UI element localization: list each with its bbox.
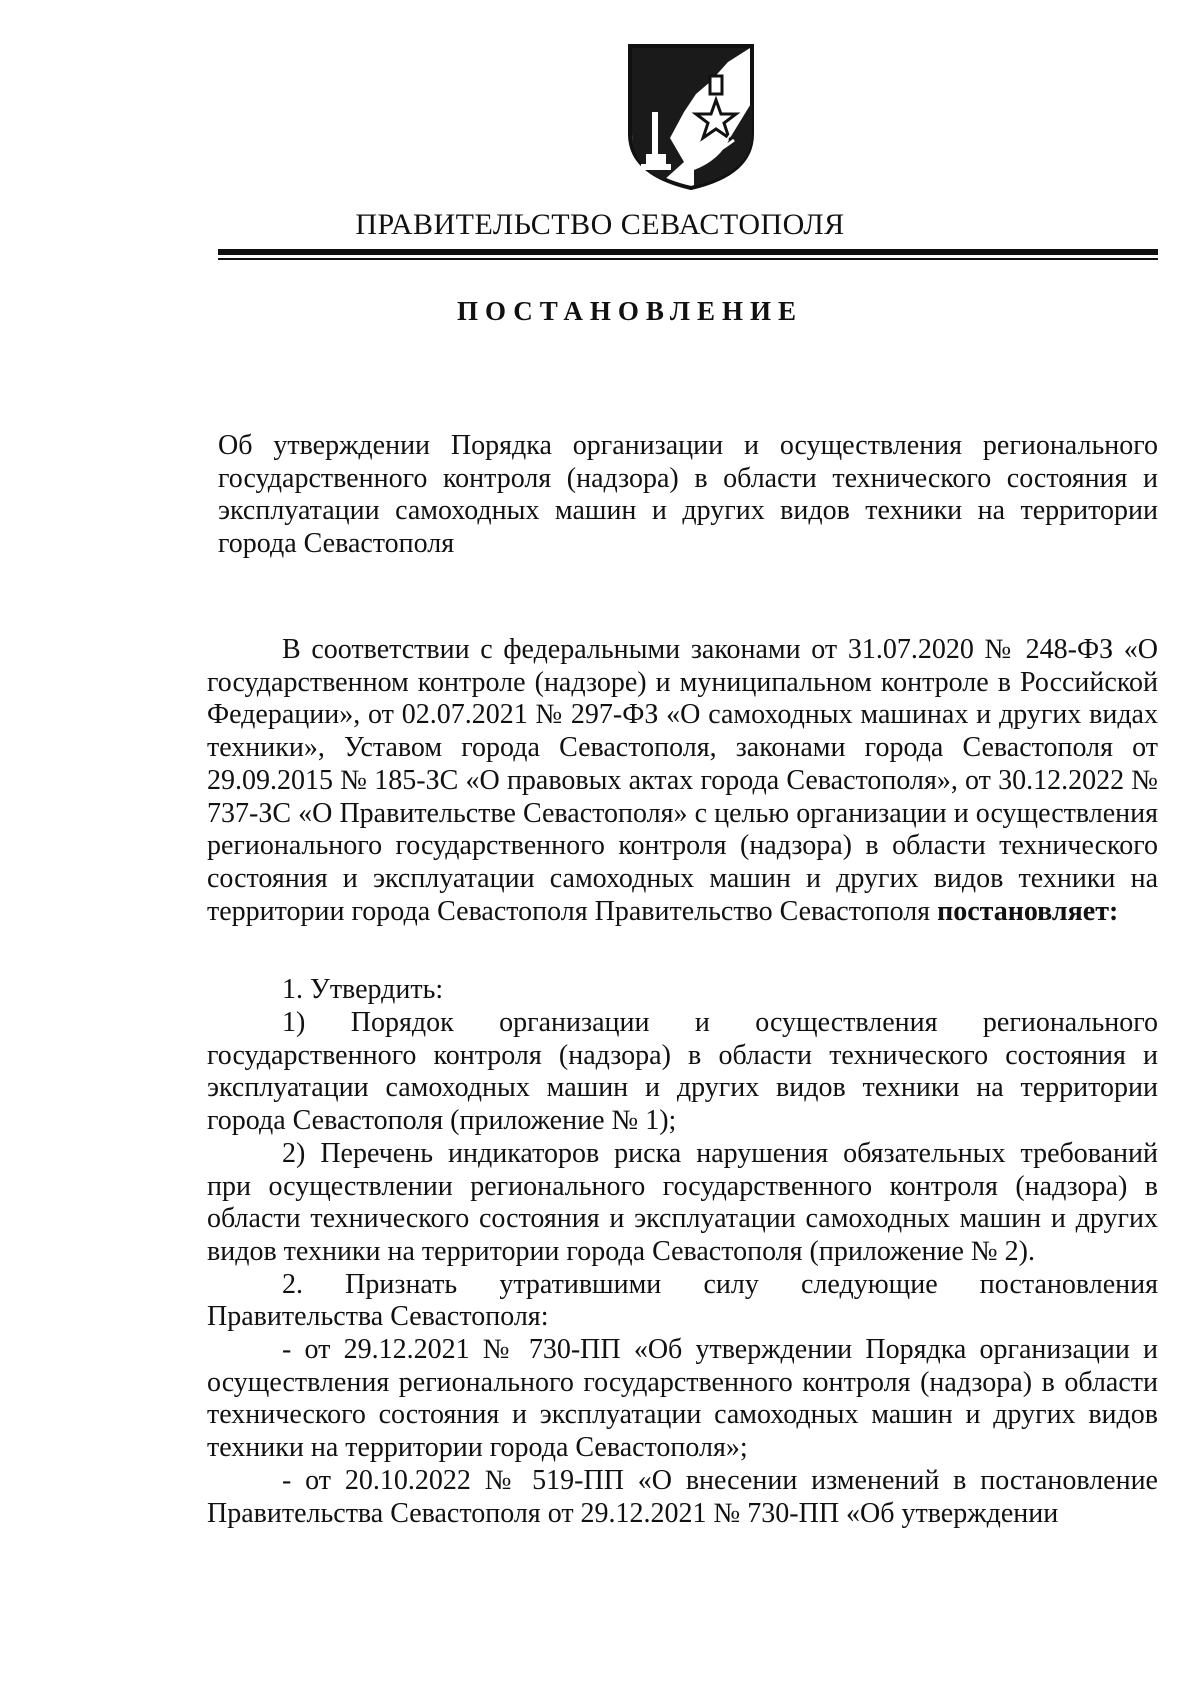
government-name: ПРАВИТЕЛЬСТВО СЕВАСТОПОЛЯ bbox=[355, 208, 845, 241]
preamble-text: В соответствии с федеральными законами от 31.07.2020 № 248-ФЗ «О государственном контроле (надзоре) и муниципальном контроле в Российской Федерации», от 02.07.2021 № 297-ФЗ «О самоходных машинах и других видах техники», Уставом города Севастополя, законами города Севастополя от 29.09.2015 № 185-ЗС «О правовых актах города Севастополя», от 30.12.2022 № 737-ЗС «О Правительстве Севастополя» с целью организации и осуществления регионального государственного контроля (надзора) в области технического состояния и эксплуатации самоходных машин и других видов техники на территории города Севастополя Правительство Севастополя bbox=[207, 634, 1158, 927]
clause-1-2: 2) Перечень индикаторов риска нарушения обязательных требований при осуществлении регионального государственного контроля (надзора) в области технического состояния и эксплуатации самоходных машин и других видов техники на территории города Севастополя (приложение № 2). bbox=[207, 1137, 1158, 1267]
preamble-paragraph bbox=[207, 634, 1158, 928]
clause-2: 2. Признать утратившими силу следующие постановления Правительства Севастополя: bbox=[207, 1268, 1158, 1333]
decree-word: постановляет: bbox=[937, 895, 1119, 927]
document-type: ПОСТАНОВЛЕНИЕ bbox=[456, 296, 804, 326]
sevastopol-coat-of-arms-icon bbox=[624, 42, 758, 192]
document-subject: Об утверждении Порядка организации и осуществления регионального государственного контроля (надзора) в области технического состояния и эксплуатации самоходных машин и других видов техники на территории города Севастополя bbox=[218, 430, 1158, 559]
header-divider-thick bbox=[218, 249, 1158, 255]
clause-1-1: 1) Порядок организации и осуществления регионального государственного контроля (надзора) в области технического состояния и эксплуатации самоходных машин и других видов техники на территории города Севастополя (приложение № 1); bbox=[207, 1007, 1158, 1137]
document-body bbox=[207, 634, 1158, 1530]
header-divider-thin bbox=[218, 258, 1158, 260]
repealed-item-2: - от 20.10.2022 № 519-ПП «О внесении изменений в постановление Правительства Севастополя от 29.12.2021 № 730-ПП «Об утверждении bbox=[207, 1464, 1158, 1529]
clause-1: 1. Утвердить: bbox=[282, 974, 444, 1006]
repealed-item-1: - от 29.12.2021 № 730-ПП «Об утверждении Порядка организации и осуществления регионального государственного контроля (надзора) в области технического состояния и эксплуатации самоходных машин и других видов техники на территории города Севастополя»; bbox=[207, 1334, 1158, 1464]
